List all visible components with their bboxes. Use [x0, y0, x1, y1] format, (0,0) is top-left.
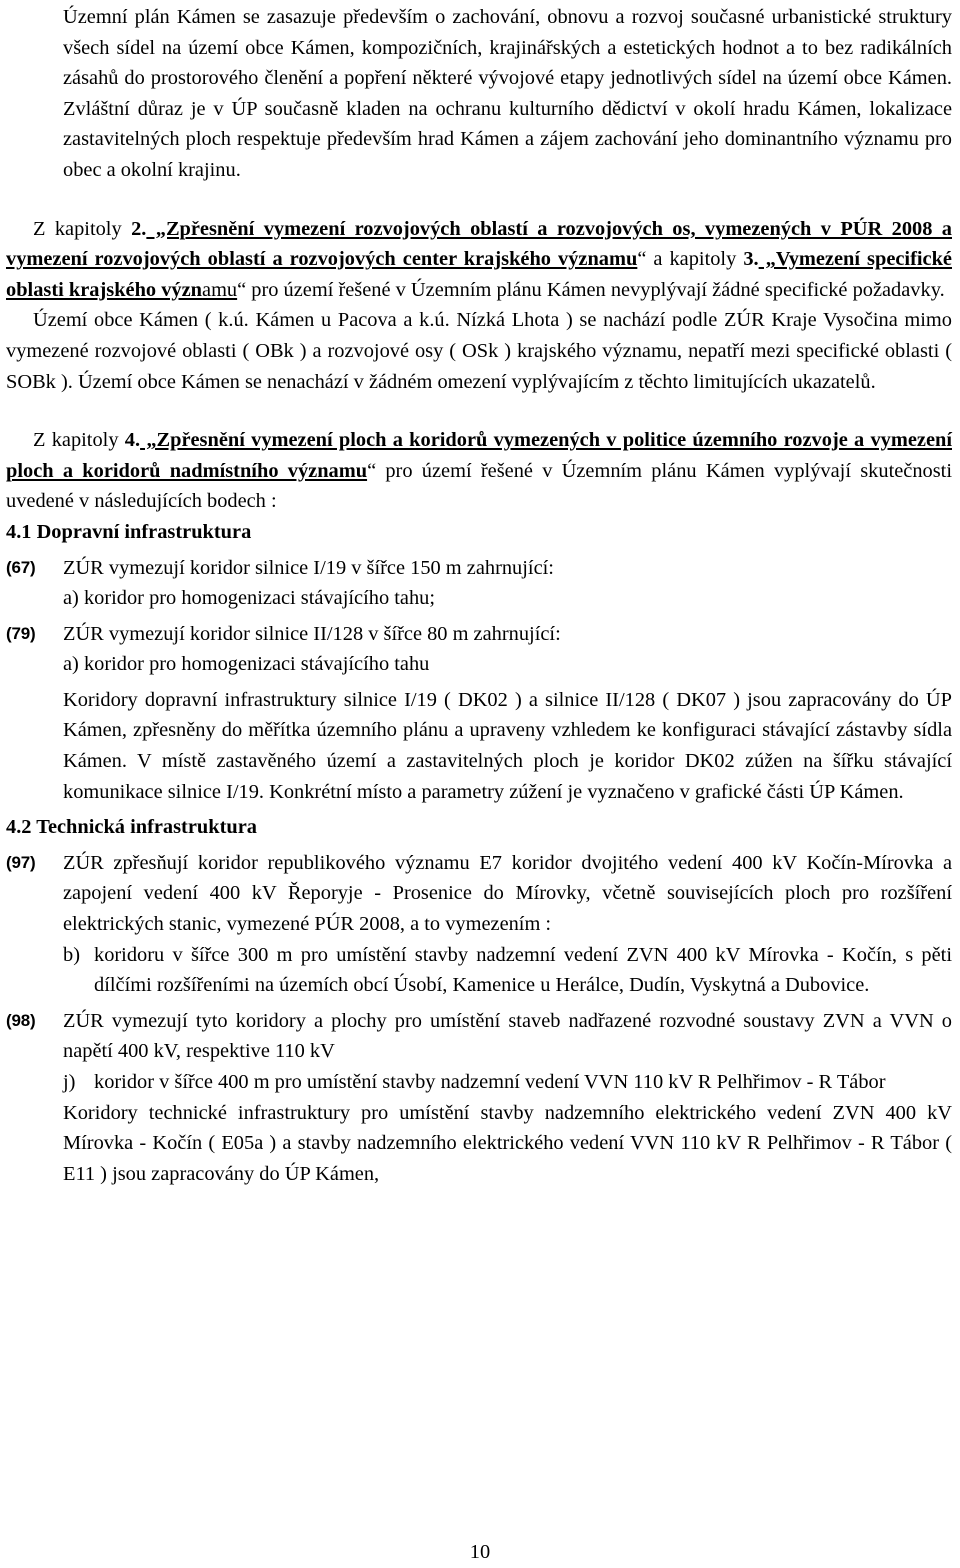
- chapter-2-title: „Zpřesnění vymezení rozvojových oblastí a rozvojových os, vymezených v PÚR 2008 a vymezení rozvojových oblastí a rozvojových center krajského významu: [6, 217, 952, 271]
- item-text: ZÚR vymezují koridor silnice I/19 v šířce 150 m zahrnující:: [63, 556, 554, 579]
- item-text: ZÚR zpřesňují koridor republikového významu E7 koridor dvojitého vedení 400 kV Kočín-Mírovka a zapojení vedení 400 kV Řeporyje - Prosenice do Mírovky, včetně souvisejících ploch pro rozšíření elektrických stanic, vymezené PÚR 2008, a to vymezením :: [63, 851, 952, 936]
- section-heading-technical: 4.2 Technická infrastruktura: [6, 816, 257, 839]
- paragraph-territory: Území obce Kámen ( k.ú. Kámen u Pacova a k.ú. Nízká Lhota ) se nachází podle ZÚR Kraje Vysočina mimo vymezené rozvojové oblasti ( OBk ) a rozvojové osy ( OSk ) krajského významu, nepatří mezi specifické oblasti ( SOBk ). Území obce Kámen se nenachází v žádném omezení vyplývajícím z těchto limitujících ukazatelů.: [6, 309, 952, 393]
- item-text: ZÚR vymezují tyto koridory a plochy pro umístění staveb nadřazené rozvodné soustavy ZVN a VVN o napětí 400 kV, respektive 110 kV: [63, 1009, 952, 1063]
- list-item-79: [6, 619, 952, 680]
- list-item-98: [6, 1006, 952, 1098]
- item-number: (79): [6, 623, 36, 643]
- page-number: 10: [469, 1541, 491, 1563]
- item-subpoint: b) koridoru v šířce 300 m pro umístění stavby nadzemní vedení ZVN 400 kV Mírovka - Kočín, s pěti dílčími rozšířeními na územích obcí Úsobí, Kamenice u Herálce, Dudín, Vyskytná a Dubovice.: [63, 943, 952, 997]
- spacer: [6, 397, 952, 425]
- spacer: [6, 186, 952, 214]
- item-number: (98): [6, 1010, 36, 1030]
- item-subpoint: j) koridor v šířce 400 m pro umístění stavby nadzemní vedení VVN 110 kV R Pelhřimov - R Tábor: [63, 1071, 886, 1093]
- transport-note: Koridory dopravní infrastruktury silnice I/19 ( DK02 ) a silnice II/128 ( DK07 ) jsou zapracovány do ÚP Kámen, zpřesněny do měřítka územního plánu a upraveny vzhledem ke konfiguraci stávající zástavby sídla Kámen. V místě zastavěného území a zastavitelných ploch je koridor DK02 zúžen na šířku stávající komunikace silnice I/19. Konkrétní místo a parametry zúžení je vyznačeno v grafické části ÚP Kámen.: [63, 688, 952, 803]
- technical-note: Koridory technické infrastruktury pro umístění stavby nadzemního elektrického vedení ZVN 400 kV Mírovka - Kočín ( E05a ) a stavby nadzemního elektrického vedení VVN 110 kV R Pelhřimov - R Tábor ( E11 ) jsou zapracovány do ÚP Kámen,: [63, 1101, 952, 1185]
- item-number: (97): [6, 852, 36, 872]
- chapter-4-title: „Zpřesnění vymezení ploch a koridorů vymezených v politice územního rozvoje a vymezení ploch a koridorů nadmístního významu: [6, 429, 952, 482]
- item-number: (67): [6, 557, 36, 577]
- item-subpoint: a) koridor pro homogenizaci stávajícího tahu;: [63, 587, 436, 610]
- list-item-67: [6, 553, 952, 614]
- item-text: ZÚR vymezují koridor silnice II/128 v šířce 80 m zahrnující:: [63, 622, 561, 645]
- paragraph-intro: Územní plán Kámen se zasazuje především o zachování, obnovu a rozvoj současné urbanistické struktury všech sídel na území obce Kámen, kompozičních, krajinářských a estetických hodnot a to bez radikálních zásahů do prostorového členění a popření některé vývojové etapy jednotlivých sídel na území obce Kámen. Zvláštní důraz je v ÚP současně kladen na ochranu kulturního dědictví v okolí hradu Kámen, lokalizace zastavitelných ploch respektuje především hrad Kámen a zájem zachování jeho dominantního významu pro obec a okolní krajinu.: [63, 6, 952, 181]
- item-subpoint: a) koridor pro homogenizaci stávajícího tahu: [63, 653, 430, 676]
- list-item-97: [6, 848, 952, 1001]
- section-heading-transport: 4.1 Dopravní infrastruktura: [6, 520, 252, 543]
- paragraph-chapters-2-3: Z kapitoly 2. „Zpřesnění vymezení rozvojových oblastí a rozvojových os, vymezených v PÚR 2008 a vymezení rozvojových oblastí a rozvojových center krajského významu“ a kapitoly 3. „Vymezení specifické oblasti krajského významu“ pro území řešené v Územním plánu Kámen nevyplývají žádné specifické požadavky.: [6, 217, 952, 301]
- chapter-3-title: „Vymezení specifické oblasti krajského význ: [6, 248, 952, 301]
- paragraph-chapter-4: Z kapitoly 4. „Zpřesnění vymezení ploch a koridorů vymezených v politice územního rozvoje a vymezení ploch a koridorů nadmístního významu“ pro území řešené v Územním plánu Kámen vyplývají skutečnosti uvedené v následujících bodech :: [6, 429, 952, 513]
